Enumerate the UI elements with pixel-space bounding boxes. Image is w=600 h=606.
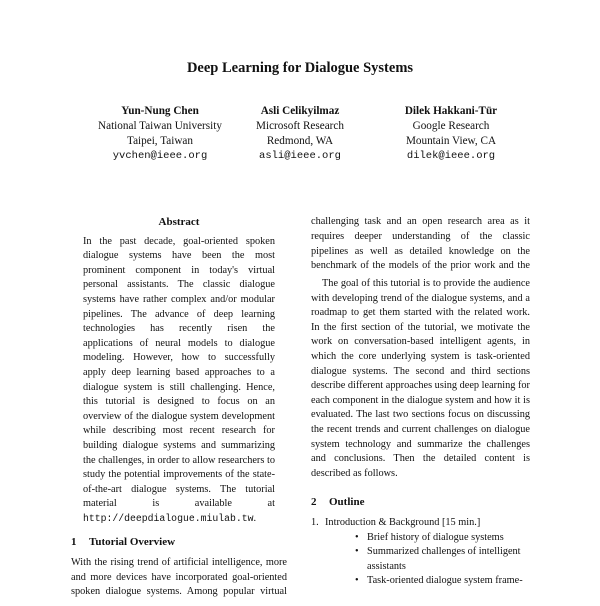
section-number: 2 — [311, 496, 317, 509]
section-heading-2 — [311, 495, 530, 510]
abstract-paragraph — [83, 235, 275, 527]
author-affiliation: Google Research — [412, 120, 490, 132]
author-name: Asli Celikyilmaz — [260, 105, 340, 117]
overview-paragraph-1a: With the rising trend of artificial intelligence, more and more devices have incorporated goal-oriented spoken dialogue systems. Among popular virtual — [71, 557, 287, 598]
outline-subitem: • Task-oriented dialogue system frame- — [355, 574, 530, 589]
bullet-icon: • — [355, 531, 359, 543]
section-title: Outline — [329, 496, 365, 509]
outline-subitems — [325, 531, 530, 589]
abstract-body — [83, 235, 275, 527]
outline-item-number: 1. — [311, 516, 319, 528]
author-location: Taipei, Taiwan — [127, 135, 193, 147]
author-name: Yun-Nung Chen — [121, 105, 199, 117]
abstract-text: In the past decade, goal-oriented spoken dialogue systems have been the most prominent component in today's virtual personal assistants. The classic dialogue systems have rather complex and/or modular pipelines. The advance of deep learning technologies has recently risen the applications of neural models to dialogue modeling. However, how to successfully apply deep learning based approaches to a dialogue system is still challenging. Hence, this tutorial is designed to focus on an overview of the dialogue system development while describing most recent research for building dialogue systems and summarizing the challenges, in order to allow researchers to study the potential improvements of the state-of-the-art dialogue systems. The tutorial material is available at — [83, 235, 275, 510]
author-affiliation: National Taiwan University — [98, 120, 222, 132]
author-affiliation: Microsoft Research — [256, 120, 344, 132]
author-email: asli@ieee.org — [259, 150, 341, 162]
right-column — [311, 215, 530, 591]
section-heading-1 — [71, 535, 287, 550]
author-name: Dilek Hakkani-Tür — [404, 105, 498, 117]
author-email: yvchen@ieee.org — [112, 150, 208, 162]
outline-item — [311, 516, 530, 589]
overview-paragraph-1b: challenging task and an open research area as it requires deeper understanding of the classic pipelines as well as detailed knowledge on the benchmark of the models of the prior work and the — [311, 216, 530, 272]
outline-subitem: • Summarized challenges of intelligent assistants — [355, 546, 521, 572]
outline-list — [311, 516, 530, 589]
author-3 — [351, 104, 551, 164]
bullet-icon: • — [355, 546, 359, 558]
overview-paragraph-2: The goal of this tutorial is to provide the audience with developing trend of the dialogue systems, and a roadmap to get them started with the related work. In the first section of the tutorial, we motivate the work on conversation-based intelligent agents, in which the core underlying system is task-oriented dialogue systems. The second and third sections describe different approaches using deep learning for each component in the dialogue system and how it is evaluated. The last two sections focus on discussing the recent trends and current challenges on dialogue system technology and summarize the challenges and conclusions. Then the detailed content is described as follows. — [311, 278, 530, 479]
outline-item-label: Introduction & Background [15 min.] — [325, 516, 481, 528]
overview-continuation — [311, 215, 530, 273]
bullet-icon: • — [355, 575, 359, 587]
author-location: Mountain View, CA — [405, 135, 497, 147]
author-location: Redmond, WA — [266, 135, 334, 147]
abstract-heading: Abstract — [158, 216, 200, 228]
outline-subitem: • Brief history of dialogue systems — [355, 531, 530, 546]
left-column — [71, 215, 287, 606]
author-email: dilek@ieee.org — [406, 150, 496, 162]
paper-title: Deep Learning for Dialogue Systems — [186, 60, 414, 76]
abstract-end: . — [253, 512, 257, 524]
section-number: 1 — [71, 536, 77, 549]
section-title: Tutorial Overview — [89, 536, 176, 549]
tutorial-url: http://deepdialogue.miulab.tw — [83, 512, 254, 524]
